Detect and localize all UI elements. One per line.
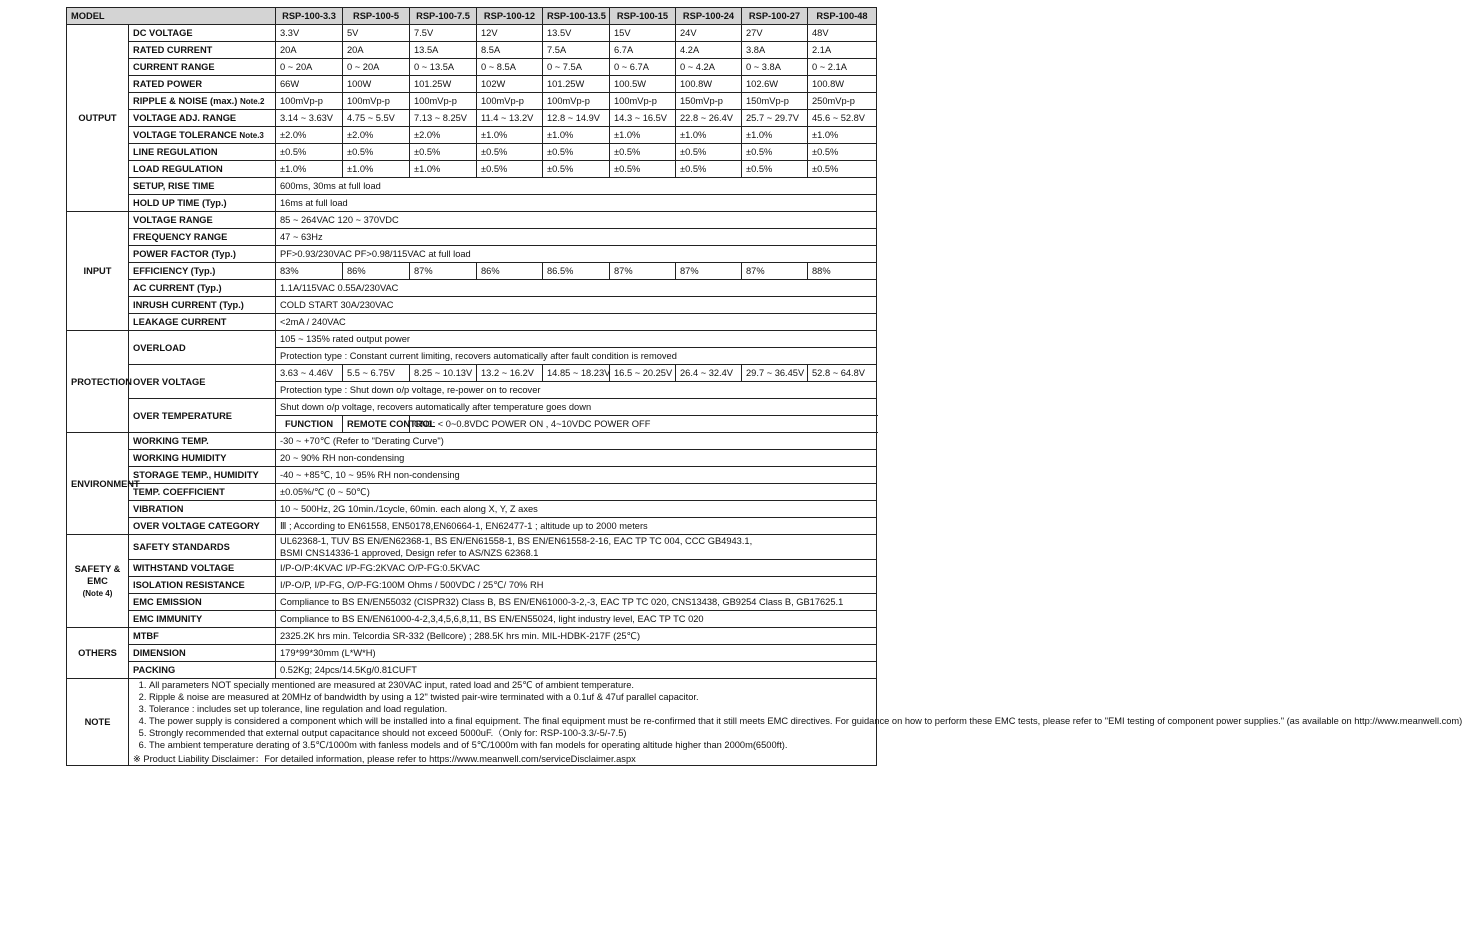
value-cell: ±2.0% [410, 127, 477, 144]
param-label-text: ISOLATION RESISTANCE [133, 580, 245, 590]
notes-list [133, 679, 1462, 751]
model-name: RSP-100-48 [808, 8, 877, 25]
value-cell: 88% [808, 263, 877, 280]
value-cell: 10 ~ 500Hz, 2G 10min./1cycle, 60min. each along X, Y, Z axes [276, 501, 877, 518]
value-cell: 150mVp-p [676, 93, 742, 110]
value-cell: 102.6W [742, 76, 808, 93]
param-label [129, 127, 276, 144]
note-ref: Note.2 [239, 96, 265, 106]
value-cell: 83% [276, 263, 343, 280]
value-cell: 86.5% [543, 263, 610, 280]
value-cell: -40 ~ +85℃, 10 ~ 95% RH non-condensing [276, 467, 877, 484]
table-row [67, 501, 877, 518]
value-cell: 100W [343, 76, 410, 93]
param-label-text: LEAKAGE CURRENT [133, 317, 227, 327]
param-label [129, 161, 276, 178]
value-cell: Protection type : Shut down o/p voltage, re-power on to recover [276, 382, 877, 399]
value-cell: 48V [808, 25, 877, 42]
value-cell: 26.4 ~ 32.4V [676, 365, 742, 382]
value-cell: 16.5 ~ 20.25V [610, 365, 676, 382]
model-name: RSP-100-27 [742, 8, 808, 25]
model-name: RSP-100-7.5 [410, 8, 477, 25]
value-cell: I/P-O/P, I/P-FG, O/P-FG:100M Ohms / 500VDC / 25℃/ 70% RH [276, 577, 877, 594]
table-row [67, 577, 877, 594]
value-cell: ±0.5% [276, 144, 343, 161]
category-output: OUTPUT [67, 25, 129, 212]
value-cell: 2325.2K hrs min. Telcordia SR-332 (Bellcore) ; 288.5K hrs min. MIL-HDBK-217F (25℃) [276, 628, 877, 645]
table-row [67, 110, 877, 127]
param-label-text: WORKING HUMIDITY [133, 453, 227, 463]
value-cell: 100mVp-p [276, 93, 343, 110]
category-environment: ENVIRONMENT [67, 433, 129, 535]
value-cell: 101.25W [543, 76, 610, 93]
value-cell: 15V [610, 25, 676, 42]
table-row [67, 314, 877, 331]
value-cell: ±2.0% [343, 127, 410, 144]
value-cell: 100mVp-p [343, 93, 410, 110]
table-row [67, 76, 877, 93]
param-label-text: OVER VOLTAGE CATEGORY [133, 521, 260, 531]
table-row [67, 246, 877, 263]
value-cell: ±0.5% [543, 144, 610, 161]
value-cell: 150mVp-p [742, 93, 808, 110]
value-cell: 86% [343, 263, 410, 280]
category-text: EMC [87, 575, 108, 586]
value-cell: 3.8A [742, 42, 808, 59]
param-label [129, 144, 276, 161]
table-row [67, 662, 877, 679]
value-cell: 52.8 ~ 64.8V [808, 365, 877, 382]
param-label [129, 93, 276, 110]
table-row [67, 178, 877, 195]
param-label [129, 110, 276, 127]
param-label-text: EMC EMISSION [133, 597, 202, 607]
value-cell: 47 ~ 63Hz [276, 229, 877, 246]
param-label-text: VOLTAGE TOLERANCE [133, 129, 237, 140]
value-cell: 0 ~ 2.1A [808, 59, 877, 76]
param-label [129, 280, 276, 297]
param-label-text: SETUP, RISE TIME [133, 181, 215, 191]
value-cell: 250mVp-p [808, 93, 877, 110]
table-row [67, 280, 877, 297]
param-label [129, 59, 276, 76]
value-cell: ±0.5% [610, 144, 676, 161]
table-row [67, 8, 877, 25]
param-label [129, 501, 276, 518]
table-row [67, 331, 877, 348]
spec-table-body [67, 8, 1462, 766]
category-safety [67, 535, 129, 628]
param-label-text: LOAD REGULATION [133, 164, 223, 174]
value-cell: 101.25W [410, 76, 477, 93]
value-cell: 0 ~ 3.8A [742, 59, 808, 76]
value-cell: 7.5V [410, 25, 477, 42]
param-label-text: WORKING TEMP. [133, 436, 209, 446]
param-label [129, 212, 276, 229]
param-label [129, 42, 276, 59]
value-cell: 27V [742, 25, 808, 42]
value-cell: ±0.5% [610, 161, 676, 178]
value-cell: 12V [477, 25, 543, 42]
value-cell: Compliance to BS EN/EN55032 (CISPR32) Class B, BS EN/EN61000-3-2,-3, EAC TP TC 020, CNS13438, GB9254 Class B, GB17625.1 [276, 594, 877, 611]
value-cell: 600ms, 30ms at full load [276, 178, 877, 195]
value-cell: 100.8W [676, 76, 742, 93]
value-cell: ±0.5% [343, 144, 410, 161]
value-cell: 100mVp-p [610, 93, 676, 110]
value-cell: 12.8 ~ 14.9V [543, 110, 610, 127]
note-item: 6. The ambient temperature derating of 3.5℃/1000m with fanless models and of 5℃/1000m with fan models for operating altitude higher than 2000m(6500ft). [149, 739, 872, 751]
value-cell: 14.3 ~ 16.5V [610, 110, 676, 127]
value-cell: I/P-O/P:4KVAC I/P-FG:2KVAC O/P-FG:0.5KVAC [276, 560, 877, 577]
param-label [129, 518, 276, 535]
value-cell: 6.7A [610, 42, 676, 59]
param-label-text: RATED CURRENT [133, 45, 213, 55]
note-item: 4. The power supply is considered a component which will be installed into a final equipment. The final equipment must be re-confirmed that it still meets EMC directives. For guidance on how to perform these EMC tests, please refer to "EMI testing of component power supplies." (as available on http://www.meanwell.com) [149, 715, 872, 727]
param-label [129, 594, 276, 611]
value-cell: 25.7 ~ 29.7V [742, 110, 808, 127]
category-protection: PROTECTION [67, 331, 129, 433]
param-label [129, 246, 276, 263]
param-label [129, 662, 276, 679]
disclaimer: ※ Product Liability Disclaimer：For detailed information, please refer to https://www.meanwell.com/serviceDisclaimer.aspx [133, 754, 636, 764]
param-label [129, 229, 276, 246]
param-label-text: CURRENT RANGE [133, 62, 215, 72]
note-item: 5. Strongly recommended that external output capacitance should not exceed 5000uF.（Only for: RSP-100-3.3/-5/-7.5) [149, 727, 872, 739]
param-label [129, 25, 276, 42]
note-item: 1. All parameters NOT specially mentioned are measured at 230VAC input, rated load and 25℃ of ambient temperature. [149, 679, 872, 691]
param-label-text: RIPPLE & NOISE (max.) [133, 95, 238, 106]
value-cell: ±1.0% [477, 127, 543, 144]
notes-cell [129, 679, 1462, 766]
value-cell: 3.63 ~ 4.46V [276, 365, 343, 382]
value-cell: 86% [477, 263, 543, 280]
param-label-text: REMOTE CONTROL [347, 419, 436, 429]
param-label-text: POWER FACTOR (Typ.) [133, 249, 236, 259]
value-cell: ±1.0% [543, 127, 610, 144]
value-cell: ±1.0% [610, 127, 676, 144]
value-cell: ±1.0% [676, 127, 742, 144]
spec-table [66, 7, 1462, 766]
table-row [67, 365, 877, 382]
value-cell: 0 ~ 20A [343, 59, 410, 76]
value-cell: 8.25 ~ 10.13V [410, 365, 477, 382]
note-ref: Note.3 [239, 130, 264, 140]
table-row [67, 484, 877, 501]
param-label [129, 331, 276, 365]
param-label-text: OVERLOAD [133, 342, 186, 353]
value-cell: 45.6 ~ 52.8V [808, 110, 877, 127]
param-label [129, 577, 276, 594]
value-cell: ±0.5% [477, 144, 543, 161]
param-label-text: STORAGE TEMP., HUMIDITY [133, 470, 259, 480]
table-row [67, 25, 877, 42]
table-row [67, 161, 877, 178]
table-row [67, 594, 877, 611]
param-label [129, 450, 276, 467]
value-cell: Protection type : Constant current limiting, recovers automatically after fault condition is removed [276, 348, 877, 365]
value-cell: 1.1A/115VAC 0.55A/230VAC [276, 280, 877, 297]
table-row [67, 433, 877, 450]
value-cell: ±1.0% [808, 127, 877, 144]
param-label-text: VIBRATION [133, 504, 184, 514]
value-cell: ±0.5% [808, 161, 877, 178]
table-row [67, 679, 877, 766]
value-cell: 66W [276, 76, 343, 93]
param-label [129, 645, 276, 662]
value-cell: 3.3V [276, 25, 343, 42]
value-cell: 4.2A [676, 42, 742, 59]
value-cell: 100.8W [808, 76, 877, 93]
category-others: OTHERS [67, 628, 129, 679]
table-row [67, 628, 877, 645]
value-cell: 100.5W [610, 76, 676, 93]
value-cell: 13.5A [410, 42, 477, 59]
value-cell: 0 ~ 6.7A [610, 59, 676, 76]
model-name: RSP-100-5 [343, 8, 410, 25]
model-name: RSP-100-12 [477, 8, 543, 25]
table-row [67, 450, 877, 467]
value-cell: 13.5V [543, 25, 610, 42]
value-cell: ±2.0% [276, 127, 343, 144]
param-label-text: INRUSH CURRENT (Typ.) [133, 300, 244, 310]
category-text: SAFETY & [74, 563, 121, 574]
value-cell: ±1.0% [742, 127, 808, 144]
param-label [343, 416, 436, 433]
value-cell: ±0.5% [477, 161, 543, 178]
value-cell: 87% [410, 263, 477, 280]
value-cell: 22.8 ~ 26.4V [676, 110, 742, 127]
value-cell: ±1.0% [343, 161, 410, 178]
param-label-text: OVER VOLTAGE [133, 376, 206, 387]
value-cell: 7.13 ~ 8.25V [410, 110, 477, 127]
value-line: UL62368-1, TUV BS EN/EN62368-1, BS EN/EN61558-1, BS EN/EN61558-2-16, EAC TP TC 004, CCC GB4943.1, [280, 536, 753, 546]
model-header: MODEL [67, 8, 276, 25]
model-name: RSP-100-13.5 [543, 8, 610, 25]
value-cell: 100mVp-p [543, 93, 610, 110]
param-label-text: OVER TEMPERATURE [133, 410, 233, 421]
value-cell: 29.7 ~ 36.45V [742, 365, 808, 382]
value-cell: Ⅲ ; According to EN61558, EN50178,EN60664-1, EN62477-1 ; altitude up to 2000 meters [276, 518, 877, 535]
param-label [129, 195, 276, 212]
value-cell: 0 ~ 13.5A [410, 59, 477, 76]
category-note: (Note 4) [82, 588, 113, 598]
param-label [129, 484, 276, 501]
param-label-text: WITHSTAND VOLTAGE [133, 563, 235, 573]
param-label-text: HOLD UP TIME (Typ.) [133, 198, 227, 208]
category-function: FUNCTION [276, 416, 343, 433]
value-cell: Shut down o/p voltage, recovers automatically after temperature goes down [276, 399, 877, 416]
value-cell: 14.85 ~ 18.23V [543, 365, 610, 382]
value-cell: 3.14 ~ 3.63V [276, 110, 343, 127]
value-cell: 85 ~ 264VAC 120 ~ 370VDC [276, 212, 877, 229]
param-label-text: DIMENSION [133, 648, 186, 658]
value-cell: 100mVp-p [477, 93, 543, 110]
param-label-text: FREQUENCY RANGE [133, 232, 228, 242]
table-row [67, 59, 877, 76]
value-cell: ±0.5% [808, 144, 877, 161]
param-label [129, 297, 276, 314]
value-cell: ±0.05%/℃ (0 ~ 50℃) [276, 484, 877, 501]
value-cell: -30 ~ +70℃ (Refer to "Derating Curve") [276, 433, 877, 450]
param-label [129, 611, 276, 628]
param-label-text: AC CURRENT (Typ.) [133, 283, 222, 293]
category-input: INPUT [67, 212, 129, 331]
value-cell: 2.1A [808, 42, 877, 59]
value-cell: 7.5A [543, 42, 610, 59]
table-row [67, 645, 877, 662]
table-row [67, 127, 877, 144]
value-cell: ±0.5% [543, 161, 610, 178]
value-cell: 105 ~ 135% rated output power [276, 331, 877, 348]
value-cell: 8.5A [477, 42, 543, 59]
table-row [67, 560, 877, 577]
param-label [129, 178, 276, 195]
value-cell: ±0.5% [676, 161, 742, 178]
param-label-text: TEMP. COEFFICIENT [133, 487, 225, 497]
value-cell: 0.52Kg; 24pcs/14.5Kg/0.81CUFT [276, 662, 877, 679]
value-cell: ±1.0% [410, 161, 477, 178]
table-row [67, 144, 877, 161]
value-cell: ±0.5% [676, 144, 742, 161]
value-cell: 20 ~ 90% RH non-condensing [276, 450, 877, 467]
table-row [67, 399, 877, 416]
table-row [67, 263, 877, 280]
param-label [129, 76, 276, 93]
table-row [67, 93, 877, 110]
table-row [67, 42, 877, 59]
value-cell: 100mVp-p [410, 93, 477, 110]
value-cell: 20A [276, 42, 343, 59]
value-cell: ±0.5% [742, 161, 808, 178]
table-row [67, 518, 877, 535]
value-cell: 0 ~ 7.5A [543, 59, 610, 76]
value-cell: 0 ~ 4.2A [676, 59, 742, 76]
table-row [67, 467, 877, 484]
table-row [67, 212, 877, 229]
table-row [67, 297, 877, 314]
param-label [129, 314, 276, 331]
param-label-text: MTBF [133, 631, 159, 641]
param-label-text: SAFETY STANDARDS [133, 542, 230, 552]
value-cell: CN1: < 0~0.8VDC POWER ON , 4~10VDC POWER OFF [410, 416, 877, 433]
value-cell: 179*99*30mm (L*W*H) [276, 645, 877, 662]
param-label-text: LINE REGULATION [133, 147, 218, 157]
value-cell: 4.75 ~ 5.5V [343, 110, 410, 127]
value-cell: PF>0.93/230VAC PF>0.98/115VAC at full load [276, 246, 877, 263]
note-item: 2. Ripple & noise are measured at 20MHz of bandwidth by using a 12" twisted pair-wire terminated with a 0.1uf & 47uf parallel capacitor. [149, 691, 872, 703]
value-cell: 5V [343, 25, 410, 42]
param-label [129, 399, 276, 433]
model-name: RSP-100-3.3 [276, 8, 343, 25]
value-cell: 102W [477, 76, 543, 93]
param-label [129, 628, 276, 645]
value-cell: COLD START 30A/230VAC [276, 297, 877, 314]
value-cell: Compliance to BS EN/EN61000-4-2,3,4,5,6,8,11, BS EN/EN55024, light industry level, EAC TP TC 020 [276, 611, 877, 628]
table-row [67, 611, 877, 628]
value-cell: 0 ~ 20A [276, 59, 343, 76]
value-cell: 20A [343, 42, 410, 59]
table-row [67, 195, 877, 212]
param-label-text: DC VOLTAGE [133, 28, 193, 38]
param-label [129, 263, 276, 280]
param-label-text: PACKING [133, 665, 176, 675]
value-cell: ±0.5% [410, 144, 477, 161]
value-cell: 87% [676, 263, 742, 280]
value-cell: 16ms at full load [276, 195, 877, 212]
param-label [129, 535, 276, 560]
value-line: BSMI CNS14336-1 approved, Design refer to AS/NZS 62368.1 [280, 548, 539, 558]
param-label-text: EFFICIENCY (Typ.) [133, 266, 216, 276]
value-cell: 11.4 ~ 13.2V [477, 110, 543, 127]
value-cell: ±0.5% [742, 144, 808, 161]
param-label [129, 467, 276, 484]
note-item: 3. Tolerance : includes set up tolerance, line regulation and load regulation. [149, 703, 872, 715]
param-label [129, 433, 276, 450]
value-cell: <2mA / 240VAC [276, 314, 877, 331]
model-name: RSP-100-15 [610, 8, 676, 25]
value-cell: 13.2 ~ 16.2V [477, 365, 543, 382]
param-label [129, 560, 276, 577]
value-cell [276, 535, 877, 560]
value-cell: 5.5 ~ 6.75V [343, 365, 410, 382]
category-note: NOTE [67, 679, 129, 766]
model-name: RSP-100-24 [676, 8, 742, 25]
param-label-text: EMC IMMUNITY [133, 614, 203, 624]
param-label [129, 365, 276, 399]
table-row [67, 535, 877, 560]
value-cell: 24V [676, 25, 742, 42]
param-label-text: VOLTAGE RANGE [133, 215, 213, 225]
value-cell: 87% [610, 263, 676, 280]
param-label-text: VOLTAGE ADJ. RANGE [133, 113, 237, 123]
table-row [67, 229, 877, 246]
value-cell: ±1.0% [276, 161, 343, 178]
value-cell: 0 ~ 8.5A [477, 59, 543, 76]
param-label-text: RATED POWER [133, 79, 203, 89]
value-cell: 87% [742, 263, 808, 280]
